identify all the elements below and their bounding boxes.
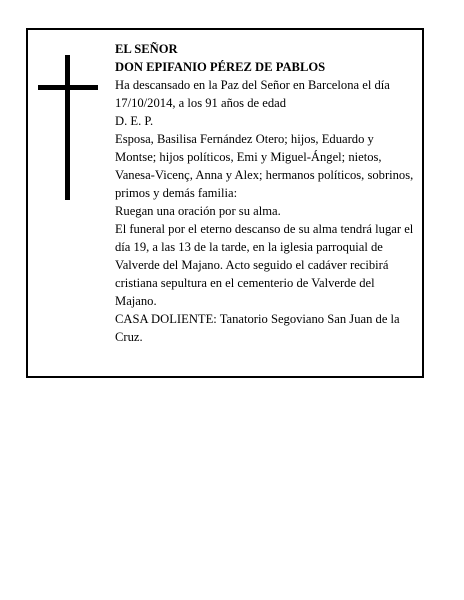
cross-vertical-bar: [65, 55, 70, 200]
death-statement: Ha descansado en la Paz del Señor en Barcelona el día 17/10/2014, a los 91 años de edad: [115, 78, 390, 110]
casa-doliente: CASA DOLIENTE: Tanatorio Segoviano San Juan de la Cruz.: [115, 312, 400, 344]
title-line-1: EL SEÑOR: [115, 42, 178, 56]
deceased-name: DON EPIFANIO PÉREZ DE PABLOS: [115, 60, 326, 74]
rip-text: D. E. P.: [115, 114, 154, 128]
cross-horizontal-bar: [38, 85, 98, 90]
prayer-request: Ruegan una oración por su alma.: [115, 204, 281, 218]
notice-text: [115, 40, 417, 346]
family-list: Esposa, Basilisa Fernández Otero; hijos, Eduardo y Montse; hijos políticos, Emi y Miguel-Ángel; nietos, Vanesa-Vicenç, Anna y Alex; hermanos políticos, sobrinos, primos y demás familia:: [115, 132, 414, 200]
cross-icon: [38, 55, 98, 200]
funeral-info: El funeral por el eterno descanso de su alma tendrá lugar el día 19, a las 13 de la tarde, en la iglesia parroquial de Valverde del Majano. Acto seguido el cadáver recibirá cristiana sepultura en el cementerio de Valverde del Majano.: [115, 222, 414, 308]
obituary-notice: [26, 28, 424, 378]
